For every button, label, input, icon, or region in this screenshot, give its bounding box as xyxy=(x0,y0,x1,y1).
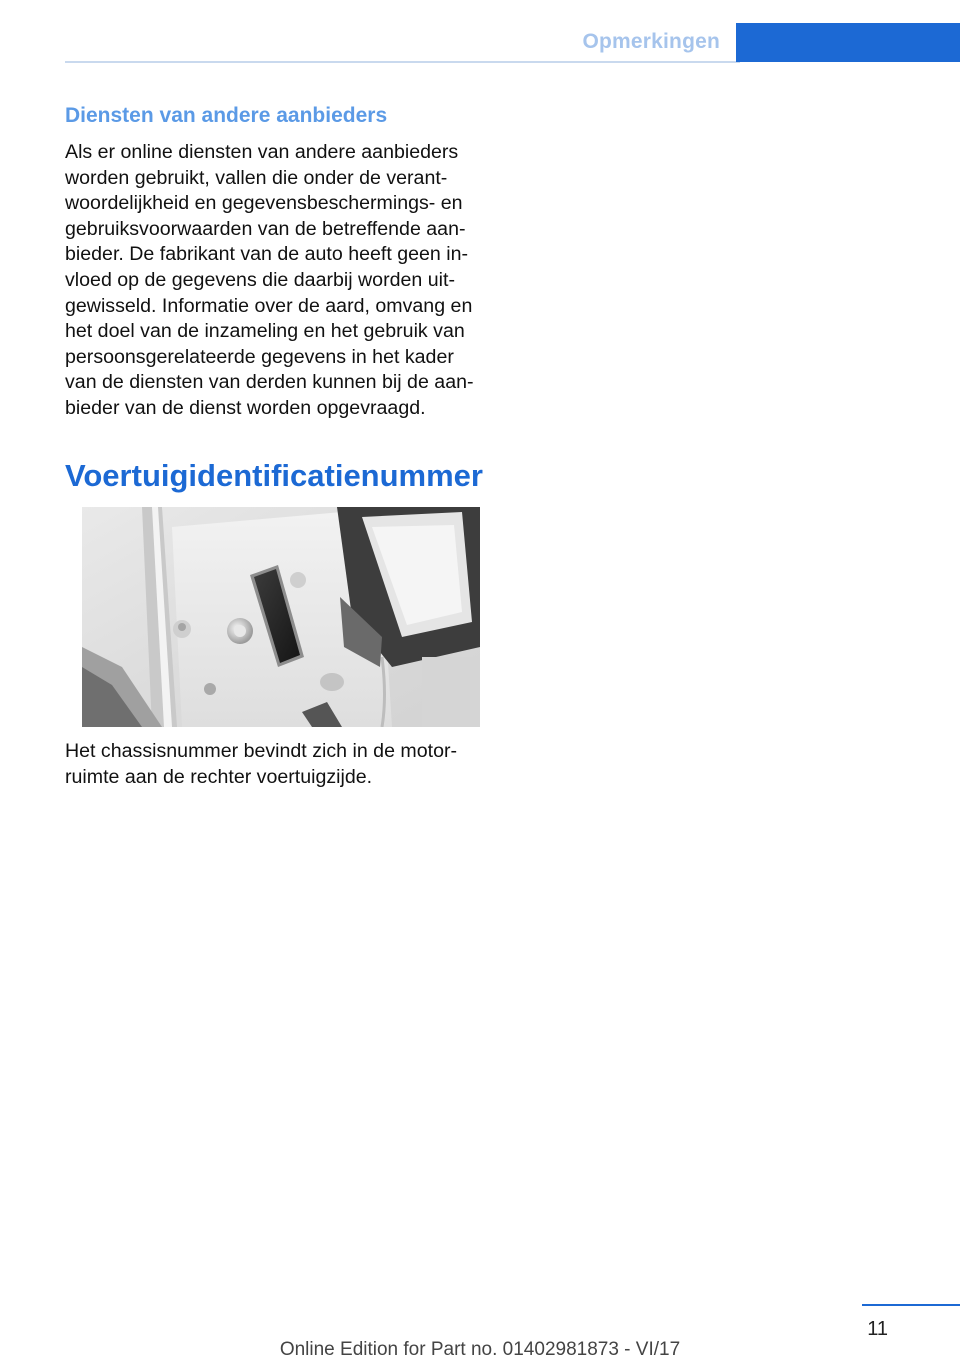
header-rule xyxy=(65,61,740,63)
header-section-label: Opmerkingen xyxy=(582,30,720,53)
edition-note: Online Edition for Part no. 01402981873 - VI/17 xyxy=(279,1339,681,1360)
section-body: Als er online diensten van andere aanbieders worden gebruikt, vallen die onder de verantwoordelijkheid en gegevensbeschermings- en gebruiksvoorwaarden van de betreffende aanbieder. De fabrikant van de auto heeft geen invloed op de gegevens die daarbij worden uitgewisseld. Informatie over de aard, omvang en het doel van de inzameling en het gebruik van persoonsgerelateerde gegevens in het kader van de diensten van derden kunnen bij de aanbieder van de dienst worden opgevraagd. xyxy=(65,141,474,419)
caption-text: Het chassisnummer bevindt zich in de motorruimte aan de rechter voertuigzijde. xyxy=(65,740,458,788)
footer-rule xyxy=(862,1304,960,1306)
figure-caption xyxy=(65,739,480,790)
page-title: Voertuigidentificatienummer xyxy=(65,458,483,493)
header-tab-marker xyxy=(736,23,960,62)
section-other-providers xyxy=(65,100,480,422)
page-number: 11 xyxy=(867,1318,888,1340)
section-heading: Diensten van andere aanbieders xyxy=(65,104,388,127)
engine-compartment-image xyxy=(82,507,480,727)
engine-photo-illustration xyxy=(82,507,480,727)
